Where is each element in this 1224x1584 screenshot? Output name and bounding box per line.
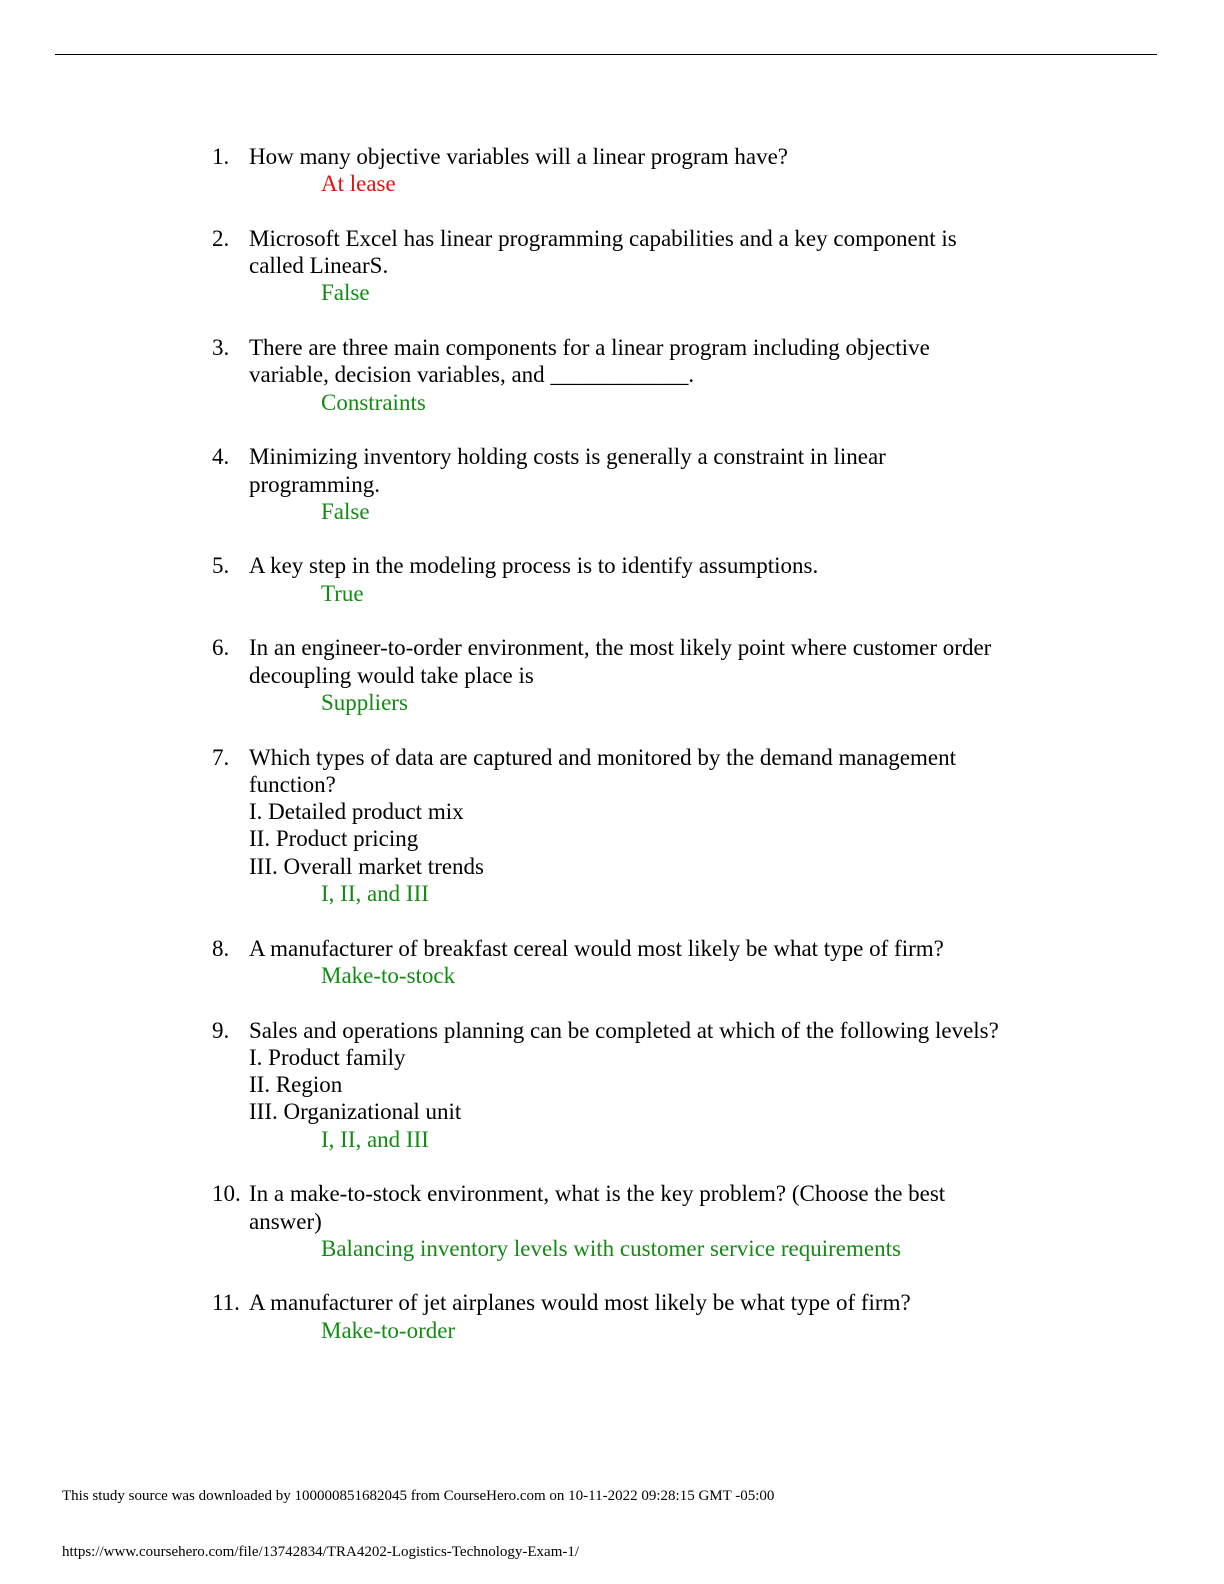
answer-text: Make-to-stock xyxy=(321,962,456,988)
question-number: 1. xyxy=(212,144,230,169)
question-text-line: I. Product family xyxy=(249,1044,406,1070)
question-text-line: II. Product pricing xyxy=(249,826,419,852)
question-item xyxy=(212,634,1042,716)
question-text-line: called LinearS. xyxy=(249,253,389,279)
question-list xyxy=(212,143,1042,1371)
source-url: https://www.coursehero.com/file/13742834/TRA4202-Logistics-Technology-Exam-1/ xyxy=(62,1544,580,1560)
answer-text: False xyxy=(321,498,370,524)
question-text-line: In an engineer-to-order environment, the most likely point where customer order xyxy=(249,635,992,661)
question-text-line: There are three main components for a linear program including objective xyxy=(249,335,930,361)
answer-text: Make-to-order xyxy=(321,1317,456,1343)
question-text-line: A key step in the modeling process is to identify assumptions. xyxy=(249,553,819,579)
question-item xyxy=(212,1180,1042,1262)
answer-text: I, II, and III xyxy=(321,1126,429,1152)
header-divider xyxy=(55,54,1157,55)
question-text-line: III. Organizational unit xyxy=(249,1099,462,1125)
question-text-line: A manufacturer of breakfast cereal would most likely be what type of firm? xyxy=(249,935,944,961)
answer-text: False xyxy=(321,280,370,306)
question-number: 2. xyxy=(212,225,230,251)
question-item xyxy=(212,1017,1042,1153)
question-text-line: Which types of data are captured and monitored by the demand management xyxy=(249,744,956,770)
answer-text: Suppliers xyxy=(321,689,408,715)
question-number: 9. xyxy=(212,1017,230,1043)
question-text-line: How many objective variables will a linear program have? xyxy=(249,144,789,169)
question-text-line: III. Overall market trends xyxy=(249,853,485,879)
question-text-line: Minimizing inventory holding costs is generally a constraint in linear xyxy=(249,444,886,470)
question-item xyxy=(212,143,1042,198)
download-notice: This study source was downloaded by 100000851682045 from CourseHero.com on 10-11-2022 09:28:15 GMT -05:00 xyxy=(62,1488,775,1504)
question-text-line: decoupling would take place is xyxy=(249,662,534,688)
question-number: 3. xyxy=(212,335,230,361)
question-text-line: programming. xyxy=(249,471,380,497)
question-text-line: answer) xyxy=(249,1208,322,1234)
question-text-line: variable, decision variables, and ____________. xyxy=(249,362,695,388)
question-item xyxy=(212,744,1042,908)
question-number: 6. xyxy=(212,635,230,661)
question-item xyxy=(212,334,1042,416)
question-text-line: Sales and operations planning can be completed at which of the following levels? xyxy=(249,1017,999,1043)
question-text-line: Microsoft Excel has linear programming capabilities and a key component is xyxy=(249,225,957,251)
answer-text: I, II, and III xyxy=(321,881,429,907)
answer-text: True xyxy=(321,580,364,606)
question-number: 7. xyxy=(212,744,230,770)
question-number: 10. xyxy=(212,1181,241,1207)
answer-text: At lease xyxy=(321,171,396,197)
question-text-line: I. Detailed product mix xyxy=(249,799,464,825)
question-item xyxy=(212,443,1042,525)
question-text-line: A manufacturer of jet airplanes would most likely be what type of firm? xyxy=(249,1290,911,1316)
question-item xyxy=(212,225,1042,307)
question-text-line: In a make-to-stock environment, what is the key problem? (Choose the best xyxy=(249,1181,946,1207)
question-number: 5. xyxy=(212,553,230,579)
answer-text: Constraints xyxy=(321,389,426,415)
question-number: 8. xyxy=(212,935,230,961)
question-number: 4. xyxy=(212,444,230,470)
question-item xyxy=(212,1289,1042,1344)
answer-text: Balancing inventory levels with customer service requirements xyxy=(321,1235,901,1261)
question-text-line: function? xyxy=(249,771,336,797)
question-text-line: II. Region xyxy=(249,1072,343,1098)
question-item xyxy=(212,552,1042,607)
question-item xyxy=(212,935,1042,990)
question-number: 11. xyxy=(212,1290,240,1316)
